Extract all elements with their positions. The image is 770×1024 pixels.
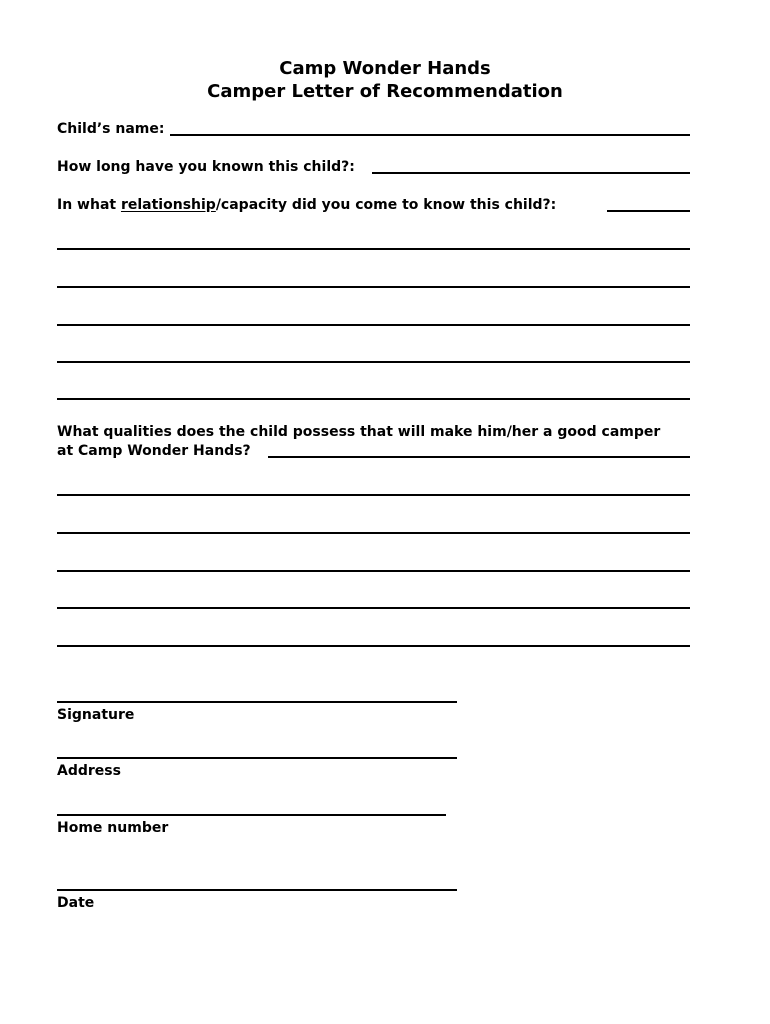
date-field[interactable]	[57, 889, 457, 891]
qualities-answer-line[interactable]	[57, 607, 690, 609]
child-name-field[interactable]	[170, 134, 690, 136]
qualities-answer-line[interactable]	[57, 494, 690, 496]
relationship-label	[57, 197, 556, 214]
relationship-answer-line[interactable]	[57, 324, 690, 326]
qualities-question-line2: at Camp Wonder Hands?	[57, 443, 251, 459]
camp-name-heading: Camp Wonder Hands	[279, 58, 491, 79]
home-number-label: Home number	[57, 820, 169, 836]
signature-label: Signature	[57, 707, 135, 723]
qualities-answer-line[interactable]	[57, 570, 690, 572]
relationship-answer-line[interactable]	[57, 398, 690, 400]
home-number-field[interactable]	[57, 814, 446, 816]
signature-field[interactable]	[57, 701, 457, 703]
known-duration-field[interactable]	[372, 172, 690, 174]
qualities-question-line1: What qualities does the child possess that will make him/her a good camper	[57, 424, 661, 440]
date-label: Date	[57, 895, 95, 911]
relationship-suffix: /capacity did you come to know this child?:	[215, 197, 557, 213]
address-label: Address	[57, 763, 121, 779]
relationship-answer-line[interactable]	[57, 248, 690, 250]
child-name-label: Child’s name:	[57, 121, 165, 137]
qualities-answer-line[interactable]	[57, 532, 690, 534]
form-title: Camper Letter of Recommendation	[207, 81, 563, 102]
qualities-answer-line[interactable]	[57, 645, 690, 647]
relationship-word: relationship	[120, 197, 216, 213]
qualities-field[interactable]	[268, 456, 690, 458]
address-field[interactable]	[57, 757, 457, 759]
relationship-prefix: In what	[57, 197, 121, 213]
relationship-answer-line[interactable]	[57, 286, 690, 288]
known-duration-label: How long have you known this child?:	[57, 159, 355, 175]
relationship-field[interactable]	[607, 210, 690, 212]
relationship-answer-line[interactable]	[57, 361, 690, 363]
